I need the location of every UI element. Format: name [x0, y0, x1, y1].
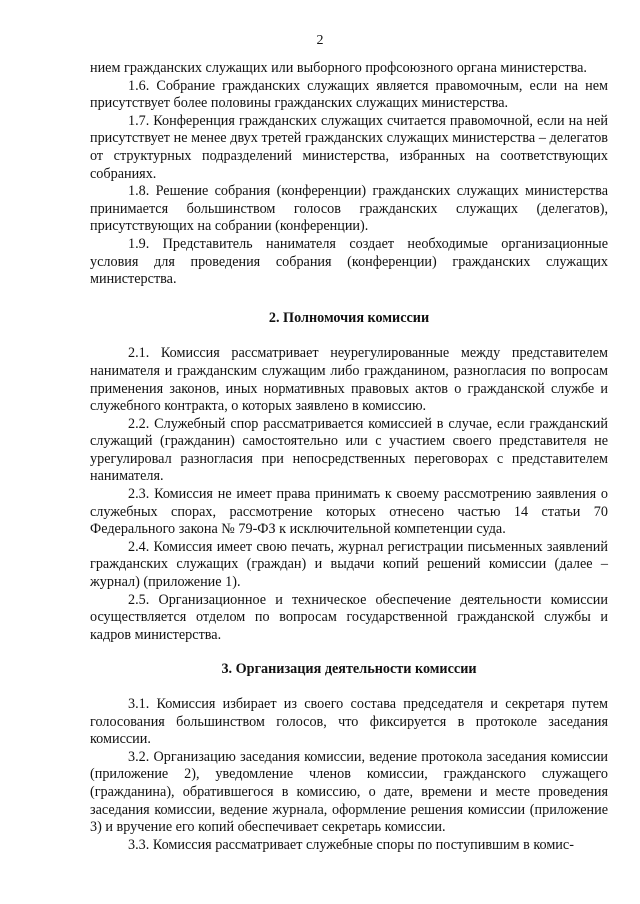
paragraph-2-4: 2.4. Комиссия имеет свою печать, журнал регистрации письменных заявлений гражданских служащих (граждан) и выдачи копий решений комиссии (далее – журнал) (приложение 1). [90, 538, 608, 591]
paragraph-2-2: 2.2. Служебный спор рассматривается комиссией в случае, если гражданский служащий (гражданин) самостоятельно или с участием своего представителя не урегулировал разногласия при непосредственных переговорах с представителем нанимателя. [90, 415, 608, 485]
paragraph-1-7: 1.7. Конференция гражданских служащих считается правомочной, если на ней присутствует не менее двух третей гражданских служащих министерства – делегатов от структурных подразделений министерства, избранных на соответствующих собраниях. [90, 112, 608, 182]
paragraph-1-6: 1.6. Собрание гражданских служащих является правомочным, если на нем присутствует более половины гражданских служащих министерства. [90, 77, 608, 112]
paragraph-continuation: нием гражданских служащих или выборного профсоюзного органа министерства. [90, 60, 587, 76]
section-3-heading: 3. Организация деятельности комиссии [221, 661, 477, 678]
paragraph-2-5: 2.5. Организационное и техническое обеспечение деятельности комиссии осуществляется отделом по вопросам государственной гражданской службы и кадров министерства. [90, 591, 608, 643]
paragraph-2-3: 2.3. Комиссия не имеет права принимать к своему рассмотрению заявления о служебных спорах, рассмотрение которых отнесено частью 14 статьи 70 Федерального закона № 79-ФЗ к исключительной компетенции суда. [90, 486, 608, 538]
paragraph-3-2: 3.2. Организацию заседания комиссии, ведение протокола заседания комиссии (приложение 2), уведомление членов комиссии, гражданского служащего (гражданина), обратившегося в комиссию, о дате, времени и месте проведения заседания комиссии, ведение журнала, оформление решения комиссии (приложение 3) и вручение его копий обеспечивает секретарь комиссии. [90, 748, 608, 836]
paragraph-2-1: 2.1. Комиссия рассматривает неурегулированные между представителем нанимателя и гражданским служащим либо гражданином, разногласия по вопросам применения законов, иных нормативных правовых актов о гражданской службе и служебного контракта, о которых заявлено в комиссию. [90, 345, 608, 415]
paragraph-1-8: 1.8. Решение собрания (конференции) гражданских служащих министерства принимается большинством голосов гражданских служащих (делегатов), присутствующих на собрании (конференции). [90, 183, 608, 235]
section-2-heading: 2. Полномочия комиссии [268, 309, 430, 326]
paragraph-3-3: 3.3. Комиссия рассматривает служебные споры по поступившим в комис- [128, 836, 574, 853]
page-number: 2 [316, 33, 324, 48]
document-body [90, 60, 608, 854]
paragraph-3-1: 3.1. Комиссия избирает из своего состава председателя и секретаря путем голосования большинством голосов, что фиксируется в протоколе заседания комиссии. [90, 696, 608, 748]
paragraph-1-9: 1.9. Представитель нанимателя создает необходимые организационные условия для проведения собрания (конференции) гражданских служащих министерства. [90, 235, 608, 288]
